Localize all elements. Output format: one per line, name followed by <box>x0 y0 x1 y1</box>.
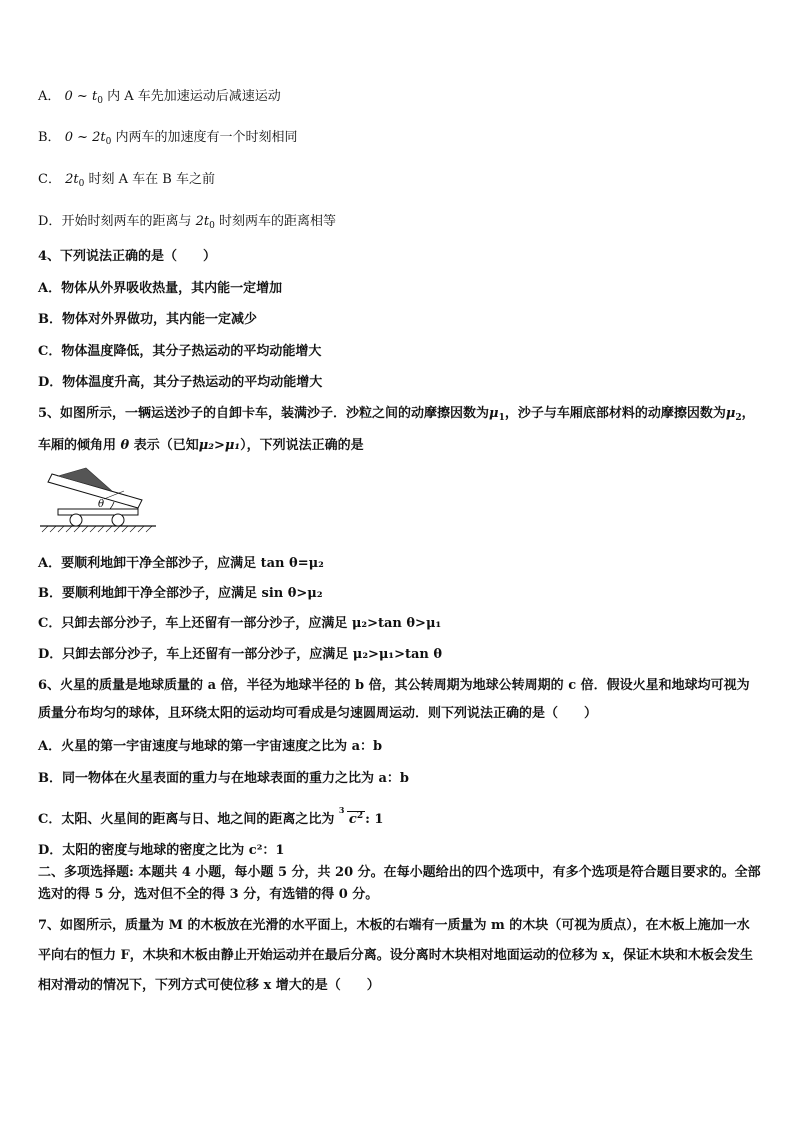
q5-option-d: D．只卸去部分沙子，车上还留有一部分沙子，应满足 μ₂>μ₁>tan θ <box>38 647 443 662</box>
option-text-pre: 开始时刻两车的距离与 <box>61 214 192 229</box>
section-2-instructions: 二、多项选择题: 本题共 4 小题，每小题 5 分，共 20 分。在每小题给出的四个选项中，有多个选项是符合题目要求的。全部选对的得 5 分，选对但不全的得 3 分，有选错的得 0 分。 <box>38 865 761 902</box>
q4-stem: 4、下列说法正确的是（ ） <box>38 249 217 264</box>
q6-option-a: A．火星的第一宇宙速度与地球的第一宇宙速度之比为 a：b <box>38 739 383 754</box>
front-wheel <box>112 514 124 526</box>
q3-option-a <box>38 88 281 110</box>
math-range: 0 ~ $2t_0$ <box>64 130 112 147</box>
q4-option-c: C．物体温度降低，其分子热运动的平均动能增大 <box>38 344 322 359</box>
angle-arc <box>110 502 114 509</box>
q5-option-b: B．要顺利地卸干净全部沙子，应满足 sin θ>μ₂ <box>38 586 323 601</box>
option-text: 内 A 车先加速运动后减速运动 <box>107 89 281 104</box>
ground-hatching <box>42 526 152 532</box>
q5-option-a: A．要顺利地卸干净全部沙子，应满足 tan θ=μ₂ <box>38 556 324 571</box>
q5-option-c: C．只卸去部分沙子，车上还留有一部分沙子，应满足 μ₂>tan θ>μ₁ <box>38 616 442 631</box>
theta-label: θ <box>98 499 105 510</box>
option-text: 时刻两车的距离相等 <box>218 214 336 229</box>
q4-option-b: B．物体对外界做功，其内能一定减少 <box>38 312 257 327</box>
option-letter: C． <box>38 172 61 187</box>
cube-root-expression: 3 $c^2$ <box>338 805 364 827</box>
q3-option-c <box>38 171 215 193</box>
q6-option-c: C．太阳、火星间的距离与日、地之间的距离之比为 3 $c^2$ : 1 <box>38 805 384 827</box>
q4-option-a: A．物体从外界吸收热量，其内能一定增加 <box>38 281 283 296</box>
math-range: $2t_0$ <box>195 214 215 231</box>
q4-option-d: D．物体温度升高，其分子热运动的平均动能增大 <box>38 375 323 390</box>
q6-option-b: B．同一物体在火星表面的重力与在地球表面的重力之比为 a：b <box>38 771 410 786</box>
q6-option-d: D．太阳的密度与地球的密度之比为 c²：1 <box>38 843 285 858</box>
dump-truck-figure <box>38 460 158 535</box>
q6-stem: 6、火星的质量是地球质量的 a 倍，半径为地球半径的 b 倍，其公转周期为地球公转周期的 c 倍．假设火星和地球均可视为质量分布均匀的球体，且环绕太阳的运动均可看成是匀速圆周运动．则下列说法正确的是（ ） <box>38 678 750 721</box>
option-text: 内两车的加速度有一个时刻相同 <box>115 130 298 145</box>
math-range: 0 ~ $t_0$ <box>64 89 103 106</box>
q3-option-b <box>38 129 298 151</box>
option-text: 时刻 A 车在 B 车之前 <box>88 172 215 187</box>
q5-stem: 5、如图所示，一辆运送沙子的自卸卡车，装满沙子．沙粒之间的动摩擦因数为$\mu_1$，沙子与车厢底部材料的动摩擦因数为$\mu_2$，车厢的倾角用 θ 表示（已知μ₂>μ₁），下列说法正确的是 <box>38 406 755 453</box>
option-letter: B． <box>38 130 61 145</box>
rear-wheel <box>70 514 82 526</box>
q7-stem: 7、如图所示，质量为 M 的木板放在光滑的水平面上，木板的右端有一质量为 m 的木块（可视为质点），在木板上施加一水平向右的恒力 F，木块和木板由静止开始运动并在最后分离。设分离时木块相对地面运动的位移为 x，保证木块和木板会发生相对滑动的情况下，下列方式可使位移 x 增大的是（ ） <box>38 918 754 993</box>
q3-option-d <box>38 213 336 235</box>
math-range: $2t_0$ <box>65 172 85 189</box>
option-letter: D． <box>38 214 62 229</box>
option-letter: A． <box>38 89 61 104</box>
